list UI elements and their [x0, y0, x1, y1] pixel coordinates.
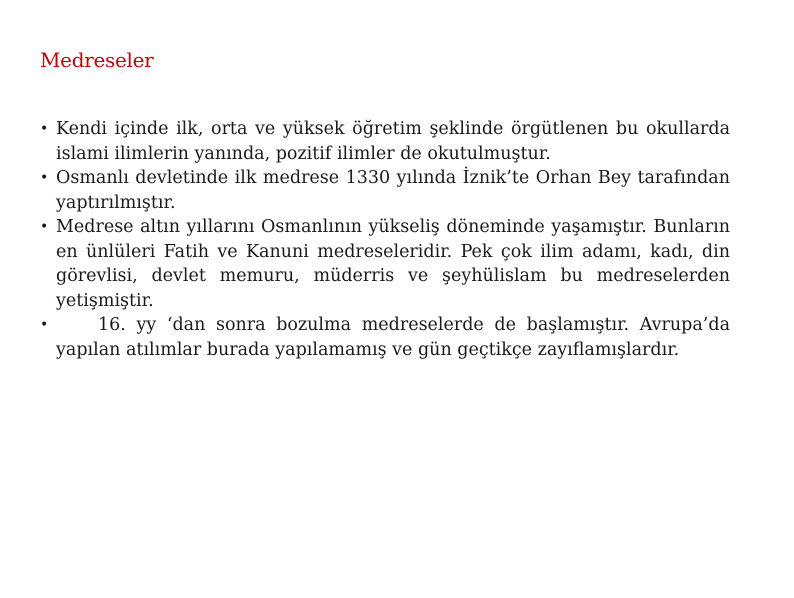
- bullet-text: Osmanlı devletinde ilk medrese 1330 yılında İznik’te Orhan Bey tarafından yaptırılmıştır.: [56, 168, 730, 213]
- bullet-item: [40, 117, 730, 166]
- bullet-text-content: 16. yy ‘dan sonra bozulma medreselerde de başlamıştır. Avrupa’da yapılan atılımlar burada yapılamamış ve gün geçtikçe zayıflamışlardır.: [56, 315, 730, 360]
- bullet-text: [56, 313, 730, 362]
- bullet-icon: •: [40, 219, 49, 235]
- bullet-list: [40, 117, 730, 362]
- bullet-icon: •: [40, 170, 49, 186]
- slide-title: Medreseler: [40, 48, 154, 72]
- bullet-icon: •: [40, 121, 49, 137]
- bullet-icon: •: [40, 317, 49, 333]
- bullet-item: [40, 166, 730, 215]
- bullet-text: Medrese altın yıllarını Osmanlının yükseliş döneminde yaşamıştır. Bunların en ünlüleri Fatih ve Kanuni medreseleridir. Pek çok ilim adamı, kadı, din görevlisi, devlet memuru, müderris ve şeyhülislam bu medreselerden yetişmiştir.: [56, 217, 730, 311]
- bullet-item: [40, 215, 730, 313]
- bullet-item: [40, 313, 730, 362]
- bullet-text: Kendi içinde ilk, orta ve yüksek öğretim şeklinde örgütlenen bu okullarda islami ilimlerin yanında, pozitif ilimler de okutulmuştur.: [56, 119, 730, 164]
